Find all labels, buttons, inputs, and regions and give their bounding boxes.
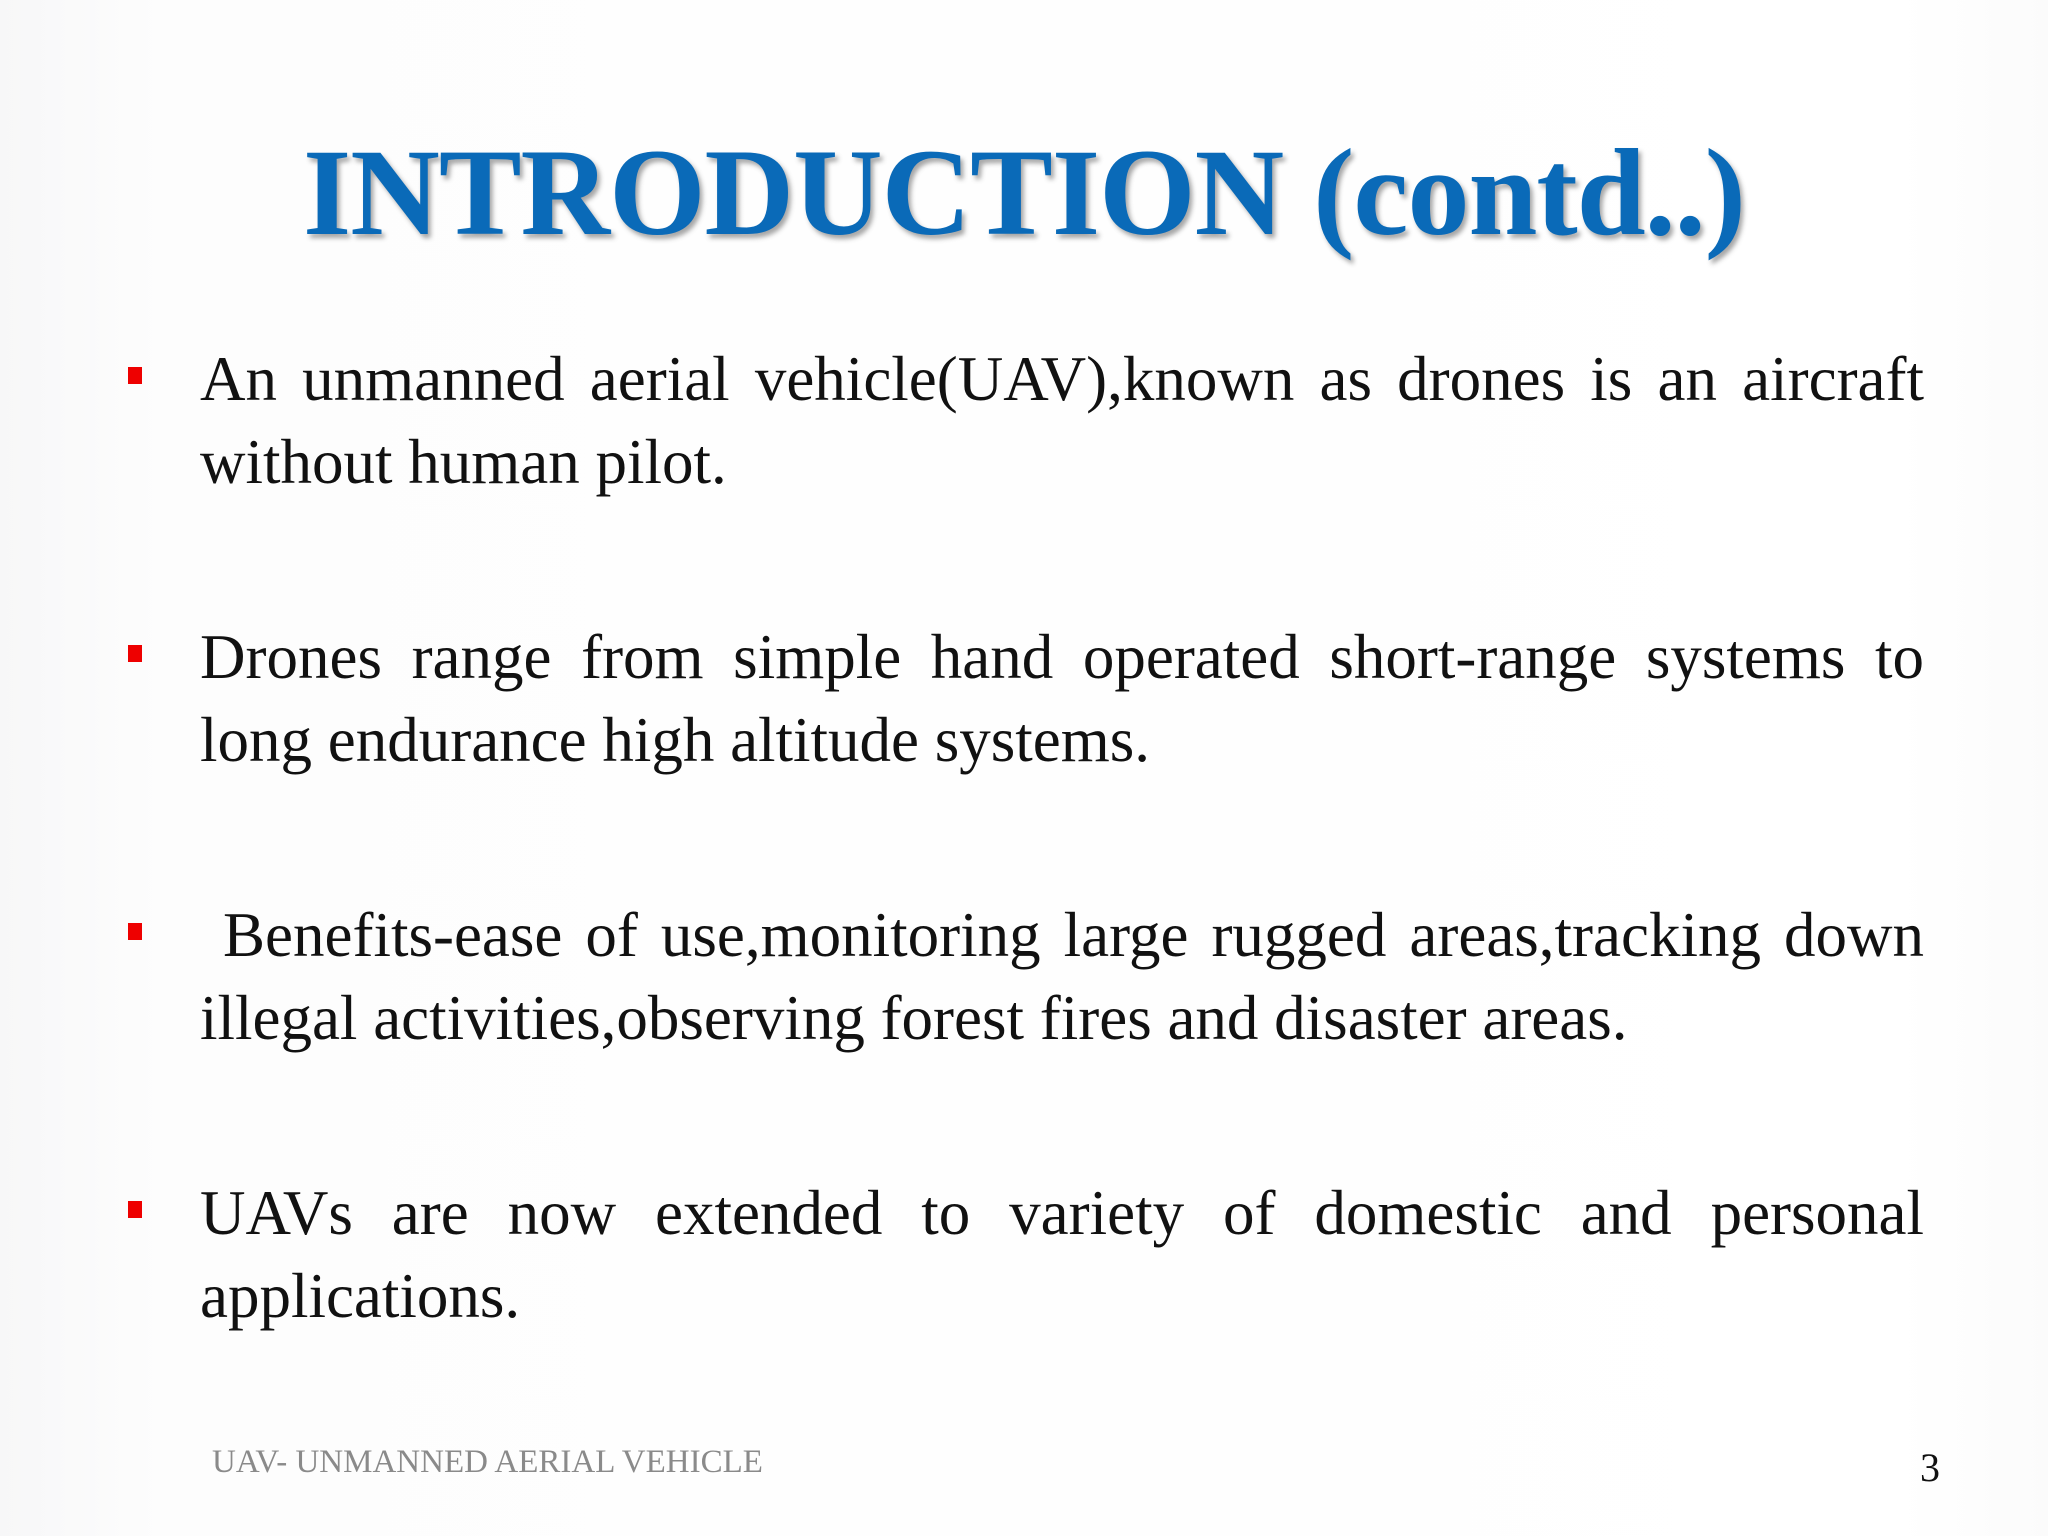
bullet-square-icon [128,923,142,940]
bullet-text: An unmanned aerial vehicle(UAV),known as drones is an aircraft without human pilot. [200,344,1924,497]
bullet-square-icon [128,1201,142,1218]
bullet-square-icon [128,367,142,384]
bullet-text: Drones range from simple hand operated short-range systems to long endurance high altitude systems. [200,622,1924,775]
bullet-text: UAVs are now extended to variety of domestic and personal applications. [200,1178,1924,1331]
slide-title: INTRODUCTION (contd..) [303,124,1745,261]
page-number: 3 [1920,1445,1940,1490]
bullet-text: Benefits-ease of use,monitoring large rugged areas,tracking down illegal activities,observing forest fires and disaster areas. [200,900,1940,1053]
bullet-square-icon [128,645,142,662]
footer-text: UAV- UNMANNED AERIAL VEHICLE [212,1444,763,1480]
